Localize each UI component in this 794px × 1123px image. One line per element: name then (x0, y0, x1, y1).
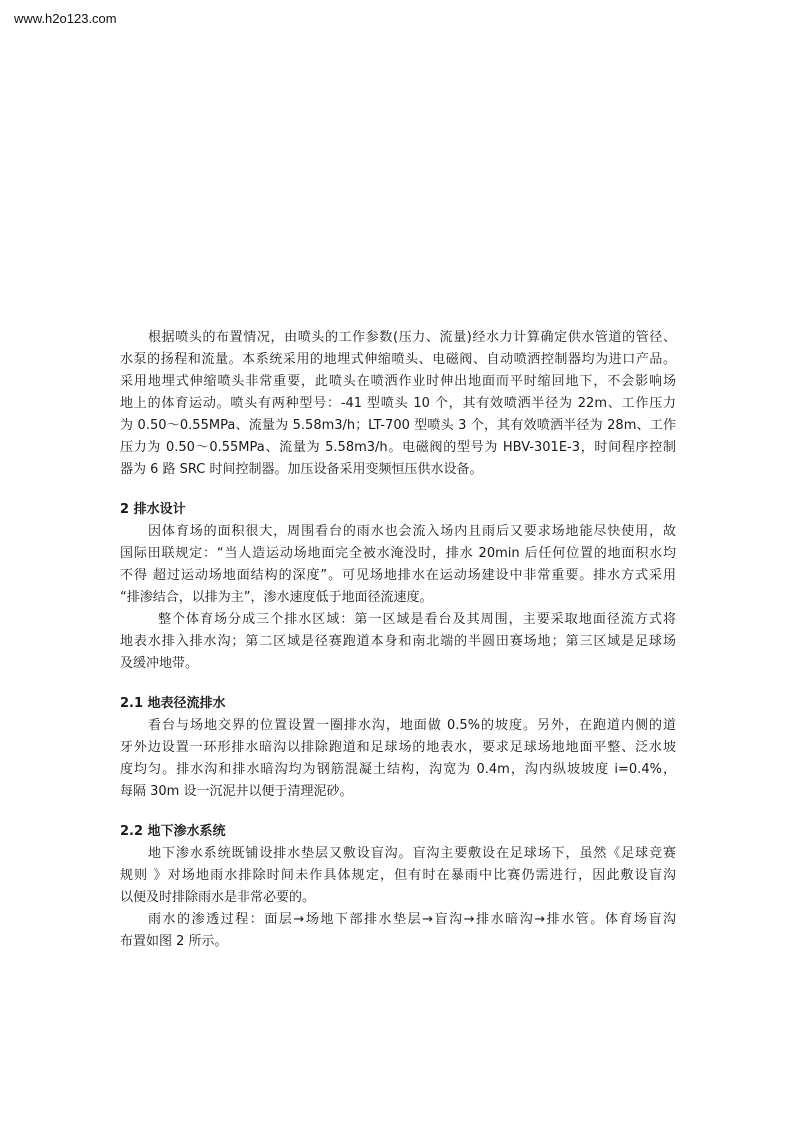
text-line: 不得 超过运动场地面结构的深度”。可见场地排水在运动场建设中非常重要。排水方式采用 (120, 568, 676, 583)
text-line: 整个体育场分成三个排水区域：第一区域是看台及其周围，主要采取地面径流方式将 (158, 612, 676, 627)
text-line: 根据喷头的布置情况，由喷头的工作参数(压力、流量)经水力计算确定供水管道的管径、 (148, 330, 676, 345)
drainage-paragraph-1 (120, 521, 676, 609)
text-line: 及缓冲地带。 (120, 656, 199, 671)
seepage-paragraph-2 (120, 909, 676, 953)
text-line: 度均匀。排水沟和排水暗沟均为钢筋混凝土结构，沟宽为 0.4m，沟内纵坡坡度 i=0.4%， (120, 762, 676, 777)
section-heading-drainage: 2 排水设计 (120, 502, 186, 517)
text-line: 水泵的扬程和流量。本系统采用的地埋式伸缩喷头、电磁阀、自动喷洒控制器均为进口产品。 (120, 352, 676, 367)
text-line: 为 0.50～0.55MPa、流量为 5.58m3/h；LT-700 型喷头 3 个，其有效喷洒半径为 28m、工作 (120, 418, 676, 433)
text-line: 因体育场的面积很大，周围看台的雨水也会流入场内且雨后又要求场地能尽快使用，故 (148, 524, 676, 539)
text-line: 地上的体育运动。喷头有两种型号：-41 型喷头 10 个，其有效喷洒半径为 22m、工作压力 (120, 396, 676, 411)
text-line: “排渗结合，以排为主”，渗水速度低于地面径流速度。 (120, 590, 433, 605)
intro-paragraph (120, 327, 676, 481)
surface-runoff-paragraph (120, 715, 676, 803)
text-line: 压力为 0.50～0.55MPa、流量为 5.58m3/h。电磁阀的型号为 HBV-301E-3，时间程序控制 (120, 440, 676, 455)
text-line: 地下渗水系统既铺设排水垫层又敷设盲沟。盲沟主要敷设在足球场下，虽然《足球竞赛 (148, 846, 676, 861)
text-line: 牙外边设置一环形排水暗沟以排除跑道和足球场的地表水，要求足球场地地面平整、泛水坡 (120, 740, 676, 755)
section-heading-underground-seepage: 2.2 地下渗水系统 (120, 824, 226, 839)
section-heading-surface-runoff: 2.1 地表径流排水 (120, 696, 226, 711)
text-line: 地表水排入排水沟；第二区域是径赛跑道本身和南北端的半圆田赛场地；第三区域是足球场 (120, 634, 676, 649)
text-line: 布置如图 2 所示。 (120, 934, 228, 949)
text-line: 采用地埋式伸缩喷头非常重要，此喷头在喷洒作业时伸出地面而平时缩回地下，不会影响场 (120, 374, 676, 389)
text-line: 国际田联规定：“当人造运动场地面完全被水淹没时，排水 20min 后任何位置的地面积水均 (120, 546, 676, 561)
text-line: 以便及时排除雨水是非常必要的。 (120, 890, 316, 905)
document-body (120, 327, 676, 953)
seepage-paragraph-1 (120, 843, 676, 909)
text-line: 规则 》对场地雨水排除时间未作具体规定，但有时在暴雨中比赛仍需进行，因此敷设盲沟 (120, 868, 676, 883)
text-line: 每隔 30m 设一沉泥井以便于清理泥砂。 (120, 784, 353, 799)
text-line: 雨水的渗透过程：面层→场地下部排水垫层→盲沟→排水暗沟→排水管。体育场盲沟 (148, 912, 676, 927)
site-watermark: www.h2o123.com (14, 11, 117, 26)
text-line: 看台与场地交界的位置设置一圈排水沟，地面做 0.5%的坡度。另外，在跑道内侧的道 (148, 718, 676, 733)
text-line: 器为 6 路 SRC 时间控制器。加压设备采用变频恒压供水设备。 (120, 462, 483, 477)
drainage-paragraph-2 (120, 609, 676, 675)
